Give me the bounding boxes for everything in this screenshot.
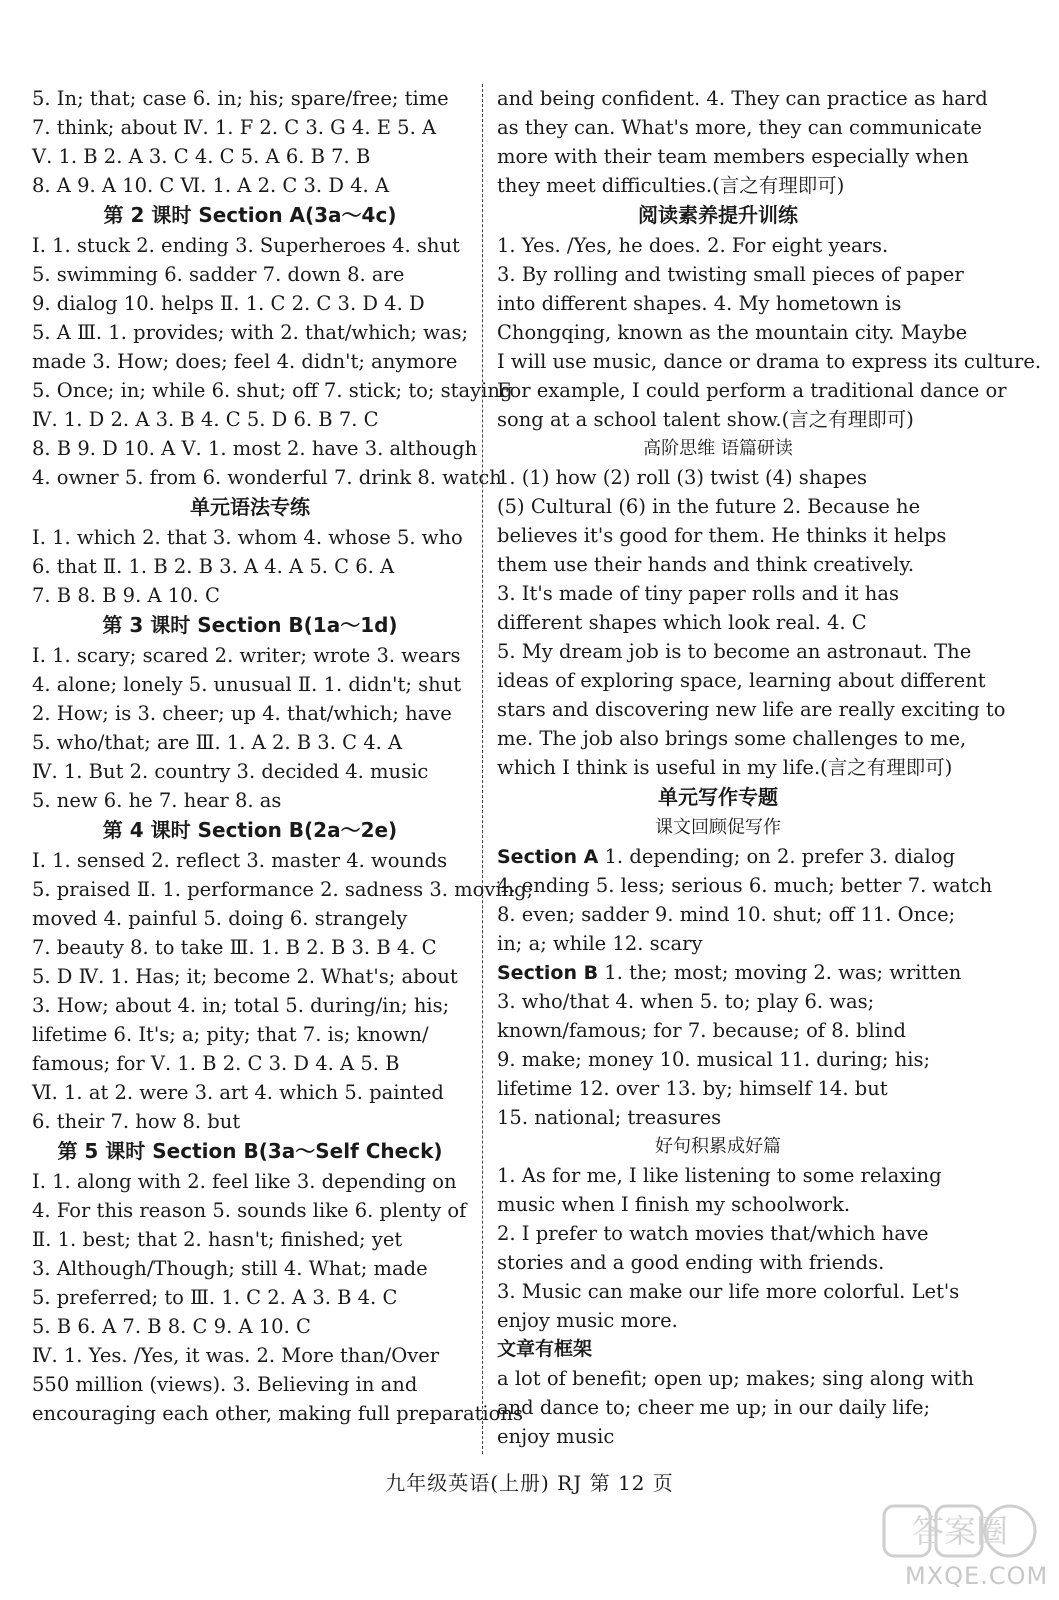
answer-line: different shapes which look real. 4. C (497, 611, 867, 634)
answer-line: 9. dialog 10. helps Ⅱ. 1. C 2. C 3. D 4. D (32, 292, 425, 315)
watermark-logo (880, 1500, 1040, 1562)
answer-line: 6. that Ⅱ. 1. B 2. B 3. A 4. A 5. C 6. A (32, 555, 395, 578)
answer-line: 5. swimming 6. sadder 7. down 8. are (32, 263, 405, 286)
answer-line: 5. praised Ⅱ. 1. performance 2. sadness 3. moving; (32, 878, 534, 901)
answer-line: (5) Cultural (6) in the future 2. Because he (497, 495, 921, 518)
answer-text: 1. depending; on 2. prefer 3. dialog (598, 845, 955, 868)
answer-line: 3. Music can make our life more colorful. Let's (497, 1280, 960, 1303)
answer-line: Ⅰ. 1. scary; scared 2. writer; wrote 3. wears (32, 644, 461, 667)
answer-line: I will use music, dance or drama to express its culture. (497, 350, 1042, 373)
answer-line: into different shapes. 4. My hometown is (497, 292, 902, 315)
answer-line: 5. Once; in; while 6. shut; off 7. stick; to; staying (32, 379, 513, 402)
section-label: Section B (497, 962, 599, 984)
answer-line: 7. B 8. B 9. A 10. C (32, 584, 220, 607)
section-heading: 第 3 课时 Section B(1a～1d) (102, 613, 398, 637)
answer-line: 1. As for me, I like listening to some relaxing (497, 1164, 942, 1187)
section-heading: 第 2 课时 Section A(3a～4c) (103, 203, 397, 227)
answer-line: 4. For this reason 5. sounds like 6. plenty of (32, 1199, 467, 1222)
answer-line: which I think is useful in my life.(言之有理即可) (497, 756, 953, 779)
answer-line: song at a school talent show.(言之有理即可) (497, 408, 914, 431)
section-heading: 阅读素养提升训练 (638, 203, 798, 227)
answer-line: 550 million (views). 3. Believing in and (32, 1373, 418, 1396)
answer-line: 3. By rolling and twisting small pieces of paper (497, 263, 964, 286)
answer-line: Ⅱ. 1. best; that 2. hasn't; finished; yet (32, 1228, 403, 1251)
answer-line: lifetime 12. over 13. by; himself 14. but (497, 1077, 888, 1100)
sub-heading: 高阶思维 语篇研读 (643, 438, 793, 459)
answer-line: 4. alone; lonely 5. unusual Ⅱ. 1. didn't; shut (32, 673, 462, 696)
answer-line: Ⅰ. 1. which 2. that 3. whom 4. whose 5. who (32, 526, 463, 549)
answer-line: made 3. How; does; feel 4. didn't; anymore (32, 350, 458, 373)
answer-line: ideas of exploring space, learning about different (497, 669, 986, 692)
answer-line: Ⅳ. 1. D 2. A 3. B 4. C 5. D 6. B 7. C (32, 408, 379, 431)
answer-line: a lot of benefit; open up; makes; sing along with (497, 1367, 974, 1390)
answer-line: encouraging each other, making full preparations (32, 1402, 523, 1425)
answer-line: 7. beauty 8. to take Ⅲ. 1. B 2. B 3. B 4. C (32, 936, 437, 959)
sub-heading: 课文回顾促写作 (655, 817, 781, 838)
section-heading: 单元语法专练 (190, 495, 310, 519)
answer-line: Ⅰ. 1. stuck 2. ending 3. Superheroes 4. shut (32, 234, 460, 257)
answer-line: lifetime 6. It's; a; pity; that 7. is; known/ (32, 1023, 429, 1046)
sub-heading: 好句积累成好篇 (655, 1136, 781, 1157)
page-footer: 九年级英语(上册) RJ 第 12 页 (385, 1471, 674, 1495)
answer-line: believes it's good for them. He thinks it helps (497, 524, 947, 547)
answer-line: famous; for Ⅴ. 1. B 2. C 3. D 4. A 5. B (32, 1052, 400, 1075)
answer-text: 1. the; most; moving 2. was; written (598, 961, 962, 984)
watermark-logo-text: 答案圈 (911, 1512, 1009, 1550)
answer-line: 9. make; money 10. musical 11. during; his; (497, 1048, 931, 1071)
answer-line: as they can. What's more, they can communicate (497, 116, 982, 139)
answer-line: 3. who/that 4. when 5. to; play 6. was; (497, 990, 875, 1013)
answer-line: 1. (1) how (2) roll (3) twist (4) shapes (497, 466, 868, 489)
answer-line: enjoy music (497, 1425, 615, 1448)
answer-line: Chongqing, known as the mountain city. Maybe (497, 321, 968, 344)
answer-line: and dance to; cheer me up; in our daily life; (497, 1396, 931, 1419)
column-divider (482, 84, 483, 1454)
answer-line: 5. My dream job is to become an astronaut. The (497, 640, 972, 663)
answer-line: 5. A Ⅲ. 1. provides; with 2. that/which; was; (32, 321, 469, 344)
answer-line: more with their team members especially when (497, 145, 969, 168)
section-heading: 第 4 课时 Section B(2a～2e) (102, 818, 398, 842)
answer-line: Ⅵ. 1. at 2. were 3. art 4. which 5. painted (32, 1081, 444, 1104)
answer-line: 2. I prefer to watch movies that/which have (497, 1222, 929, 1245)
answer-line: Ⅰ. 1. sensed 2. reflect 3. master 4. wounds (32, 849, 448, 872)
answer-line: Ⅰ. 1. along with 2. feel like 3. depending on (32, 1170, 457, 1193)
answer-line: 8. even; sadder 9. mind 10. shut; off 11. Once; (497, 903, 956, 926)
answer-line: Ⅳ. 1. Yes. /Yes, it was. 2. More than/Over (32, 1344, 440, 1367)
answer-line: For example, I could perform a traditional dance or (497, 379, 1007, 402)
right-column (497, 84, 1042, 1451)
answer-line: 5. new 6. he 7. hear 8. as (32, 789, 282, 812)
answer-line: enjoy music more. (497, 1309, 678, 1332)
section-label: Section A (497, 846, 599, 868)
left-column (32, 84, 534, 1428)
watermark-url: MXQE.COM (905, 1562, 1049, 1590)
answer-line: 4. ending 5. less; serious 6. much; better 7. watch (497, 874, 993, 897)
answer-line (497, 958, 962, 987)
answer-line: known/famous; for 7. because; of 8. blind (497, 1019, 907, 1042)
answer-line: 5. D Ⅳ. 1. Has; it; become 2. What's; about (32, 965, 458, 988)
answer-line: them use their hands and think creatively. (497, 553, 915, 576)
answer-line: 7. think; about Ⅳ. 1. F 2. C 3. G 4. E 5. A (32, 116, 437, 139)
section-heading: 第 5 课时 Section B(3a～Self Check) (57, 1139, 443, 1163)
answer-line: 3. It's made of tiny paper rolls and it has (497, 582, 899, 605)
answer-line: music when I finish my schoolwork. (497, 1193, 851, 1216)
answer-line: in; a; while 12. scary (497, 932, 703, 955)
answer-line: and being confident. 4. They can practice as hard (497, 87, 988, 110)
bold-label: 文章有框架 (497, 1338, 593, 1360)
answer-line: stories and a good ending with friends. (497, 1251, 885, 1274)
answer-line: moved 4. painful 5. doing 6. strangely (32, 907, 408, 930)
answer-line: they meet difficulties.(言之有理即可) (497, 174, 845, 197)
answer-line: 4. owner 5. from 6. wonderful 7. drink 8. watch (32, 466, 502, 489)
answer-line: 8. B 9. D 10. A Ⅴ. 1. most 2. have 3. although (32, 437, 478, 460)
answer-line: 1. Yes. /Yes, he does. 2. For eight years. (497, 234, 889, 257)
answer-line: 3. How; about 4. in; total 5. during/in; his; (32, 994, 450, 1017)
answer-line: 2. How; is 3. cheer; up 4. that/which; have (32, 702, 452, 725)
answer-line: 5. In; that; case 6. in; his; spare/free; time (32, 87, 449, 110)
answer-line: 5. who/that; are Ⅲ. 1. A 2. B 3. C 4. A (32, 731, 403, 754)
answer-line: Ⅴ. 1. B 2. A 3. C 4. C 5. A 6. B 7. B (32, 145, 371, 168)
answer-line: 15. national; treasures (497, 1106, 722, 1129)
answer-line (497, 842, 955, 871)
answer-line: 6. their 7. how 8. but (32, 1110, 241, 1133)
answer-line: 8. A 9. A 10. C Ⅵ. 1. A 2. C 3. D 4. A (32, 174, 390, 197)
answer-line: 5. preferred; to Ⅲ. 1. C 2. A 3. B 4. C (32, 1286, 398, 1309)
section-heading: 单元写作专题 (658, 785, 778, 809)
answer-line: stars and discovering new life are really exciting to (497, 698, 1006, 721)
answer-line: 3. Although/Though; still 4. What; made (32, 1257, 428, 1280)
answer-line: Ⅳ. 1. But 2. country 3. decided 4. music (32, 760, 429, 783)
answer-line: 5. B 6. A 7. B 8. C 9. A 10. C (32, 1315, 311, 1338)
answer-line: me. The job also brings some challenges to me, (497, 727, 967, 750)
